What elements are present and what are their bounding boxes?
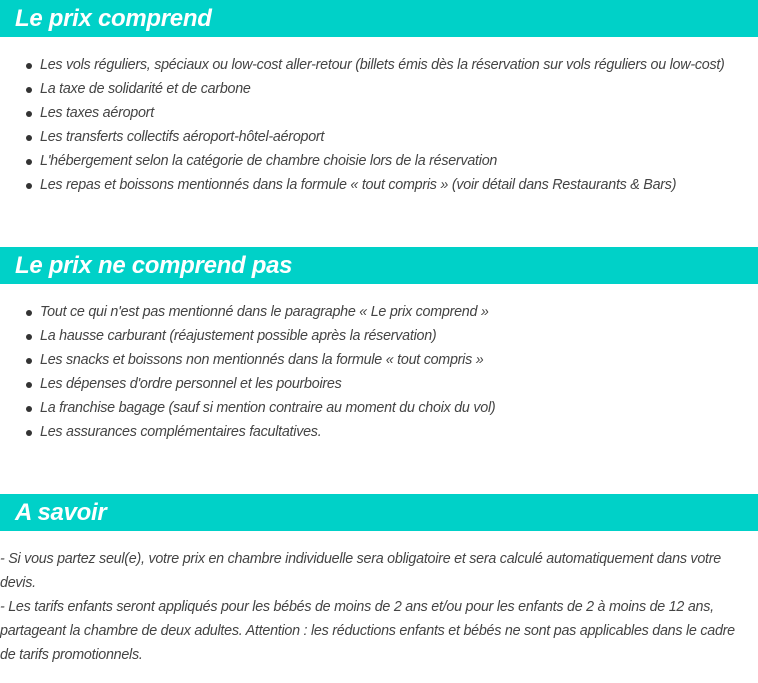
section-header-not-included <box>0 247 758 284</box>
bullet-icon <box>26 135 32 141</box>
bullet-icon <box>26 406 32 412</box>
bullet-icon <box>26 382 32 388</box>
list-item: La franchise bagage (sauf si mention contraire au moment du choix du vol) <box>0 396 495 420</box>
bullet-icon <box>26 358 32 364</box>
bullet-icon <box>26 159 32 165</box>
list-item: Les vols réguliers, spéciaux ou low-cost aller-retour (billets émis dès la réservation sur vols réguliers ou low-cost) <box>0 53 725 77</box>
list-item: Les snacks et boissons non mentionnés dans la formule « tout compris » <box>0 348 495 372</box>
list-item: Les assurances complémentaires facultatives. <box>0 420 495 444</box>
list-item: Les repas et boissons mentionnés dans la formule « tout compris » (voir détail dans Restaurants & Bars) <box>0 173 725 197</box>
list-item: Les dépenses d'ordre personnel et les pourboires <box>0 372 495 396</box>
info-paragraph-solo: - Si vous partez seul(e), votre prix en chambre individuelle sera obligatoire et sera calculé automatiquement dans votre devis. <box>0 551 721 591</box>
bullet-icon <box>26 310 32 316</box>
info-paragraph-children: - Les tarifs enfants seront appliqués pour les bébés de moins de 2 ans et/ou pour les enfants de 2 à moins de 12 ans, partageant la chambre de deux adultes. Attention : les réductions enfants et bébés ne sont pas applicables dans le cadre de tarifs promotionnels. <box>0 599 735 663</box>
bullet-icon <box>26 183 32 189</box>
section-header-good-to-know <box>0 494 758 531</box>
bullet-icon <box>26 87 32 93</box>
bullet-icon <box>26 430 32 436</box>
bullet-icon <box>26 63 32 69</box>
section-title: A savoir <box>15 499 107 526</box>
list-item: La taxe de solidarité et de carbone <box>0 77 725 101</box>
section-header-included <box>0 0 758 37</box>
section-title: Le prix ne comprend pas <box>15 252 293 279</box>
bullet-icon <box>26 334 32 340</box>
included-list <box>0 53 725 197</box>
list-item: L'hébergement selon la catégorie de chambre choisie lors de la réservation <box>0 149 725 173</box>
list-item: La hausse carburant (réajustement possible après la réservation) <box>0 324 495 348</box>
section-title: Le prix comprend <box>15 5 212 32</box>
bullet-icon <box>26 111 32 117</box>
list-item: Les taxes aéroport <box>0 101 725 125</box>
not-included-list <box>0 300 495 444</box>
list-item: Tout ce qui n'est pas mentionné dans le paragraphe « Le prix comprend » <box>0 300 495 324</box>
list-item: Les transferts collectifs aéroport-hôtel-aéroport <box>0 125 725 149</box>
